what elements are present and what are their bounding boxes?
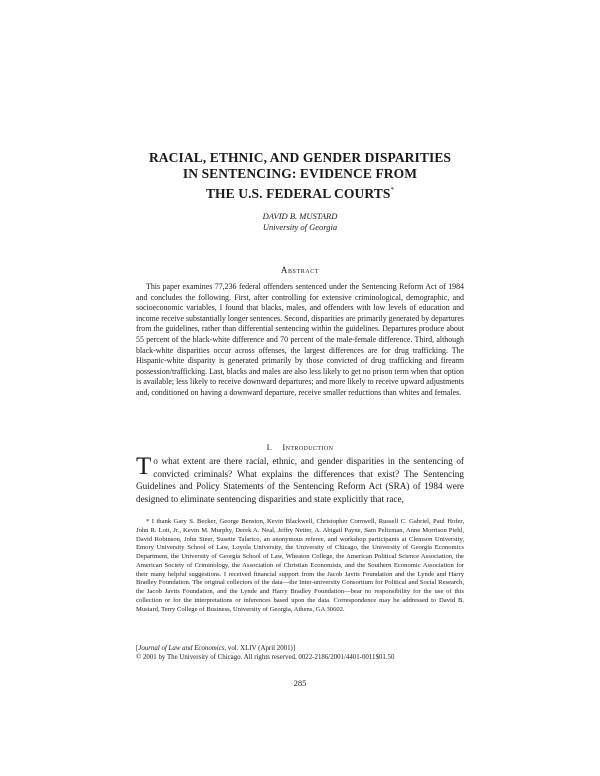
journal-open-bracket: [	[136, 645, 139, 652]
section-number: I.	[266, 442, 273, 452]
intro-paragraph	[136, 455, 464, 505]
section-name: Introduction	[282, 442, 334, 452]
title-line-3	[100, 182, 500, 202]
author-name: DAVID B. MUSTARD	[262, 211, 338, 221]
section-heading	[100, 442, 500, 452]
title-line-2: IN SENTENCING: EVIDENCE FROM	[182, 166, 418, 181]
abstract-heading: Abstract	[280, 265, 320, 275]
author-affiliation: University of Georgia	[262, 222, 338, 232]
drop-cap: T	[136, 453, 152, 480]
intro-text: o what extent are there racial, ethnic, and gender disparities in the sentencing of convicted criminals? What explains the differences that exist? The Sentencing Guidelines and Policy Statements of the Sentencing Reform Act (SRA) of 1984 were designed to eliminate sentencing disparities and state explicitly that race,	[136, 456, 464, 504]
copyright-line: © 2001 by The University of Chicago. All rights reserved. 0022-2186/2001/4401-0011$01.50	[136, 654, 395, 662]
title-footnote-marker: *	[390, 186, 395, 194]
journal-volume: , vol. XLIV (April 2001)]	[224, 645, 296, 652]
abstract-text: This paper examines 77,236 federal offenders sentenced under the Sentencing Reform Act of 1984 and concludes the following. First, after controlling for extensive criminological, demographic, and socioeconomic variables, I found that blacks, males, and offenders with low levels of education and income receive substantially longer sentences. Second, disparities are primarily generated by departures from the guidelines, rather than differential sentencing within the guidelines. Departures produce about 55 percent of the black-white difference and 70 percent of the male-female difference. Third, although black-white disparities occur across offenses, the largest differences are for drug trafficking. The Hispanic-white disparity is generated primarily by those convicted of drug trafficking and firearm possession/trafficking. Last, blacks and males are also less likely to get no prison term when that option is available; less likely to receive downward departures; and more likely to receive upward adjustments and, conditioned on having a downward departure, receive smaller reductions than whites and females.	[136, 282, 464, 397]
journal-reference	[136, 644, 464, 653]
journal-name: Journal of Law and Economics	[138, 645, 225, 652]
title-line-3-text: THE U.S. FEDERAL COURTS	[205, 186, 391, 201]
acknowledgment-footnote: * I thank Gary S. Becker, George Benston, Kevin Blackwell, Christopher Cornwell, Russell C. Gabriel, Paul Hofer, John R. Lott, Jr., Kevin M. Murphy, Derek A. Neal, Jeffry Netter, A. Abigail Payne, Sam Peltzman, Anne Morrison Piehl, David Robinson, John Steer, Susette Talarico, an anonymous referee, and workshop participants at Clemson University, Emory University School of Law, Loyola University, the University of Chicago, the University of Georgia Economics Department, the University of Georgia School of Law, Wheaton College, the American Political Science Association, the American Society of Criminology, the Association of Christian Economists, and the Southern Economic Association for their many helpful suggestions. I received financial support from the Jacob Javits Foundation and the Lynde and Harry Bradley Foundation. The original collectors of the data—the Inter-university Consortium for Political and Social Research, the Jacob Javits Foundation, and the Lynde and Harry Bradley Foundation—bear no responsibility for the use of this collection or for the interpretations or inferences based upon the data. Correspondence may be addressed to David B. Mustard, Terry College of Business, University of Georgia, Athens, GA 30602.	[136, 518, 464, 613]
paper-title	[100, 150, 500, 202]
journal-citation	[136, 644, 464, 663]
page-number: 285	[293, 678, 307, 688]
author-block	[100, 211, 500, 233]
title-line-1: RACIAL, ETHNIC, AND GENDER DISPARITIES	[148, 150, 452, 165]
